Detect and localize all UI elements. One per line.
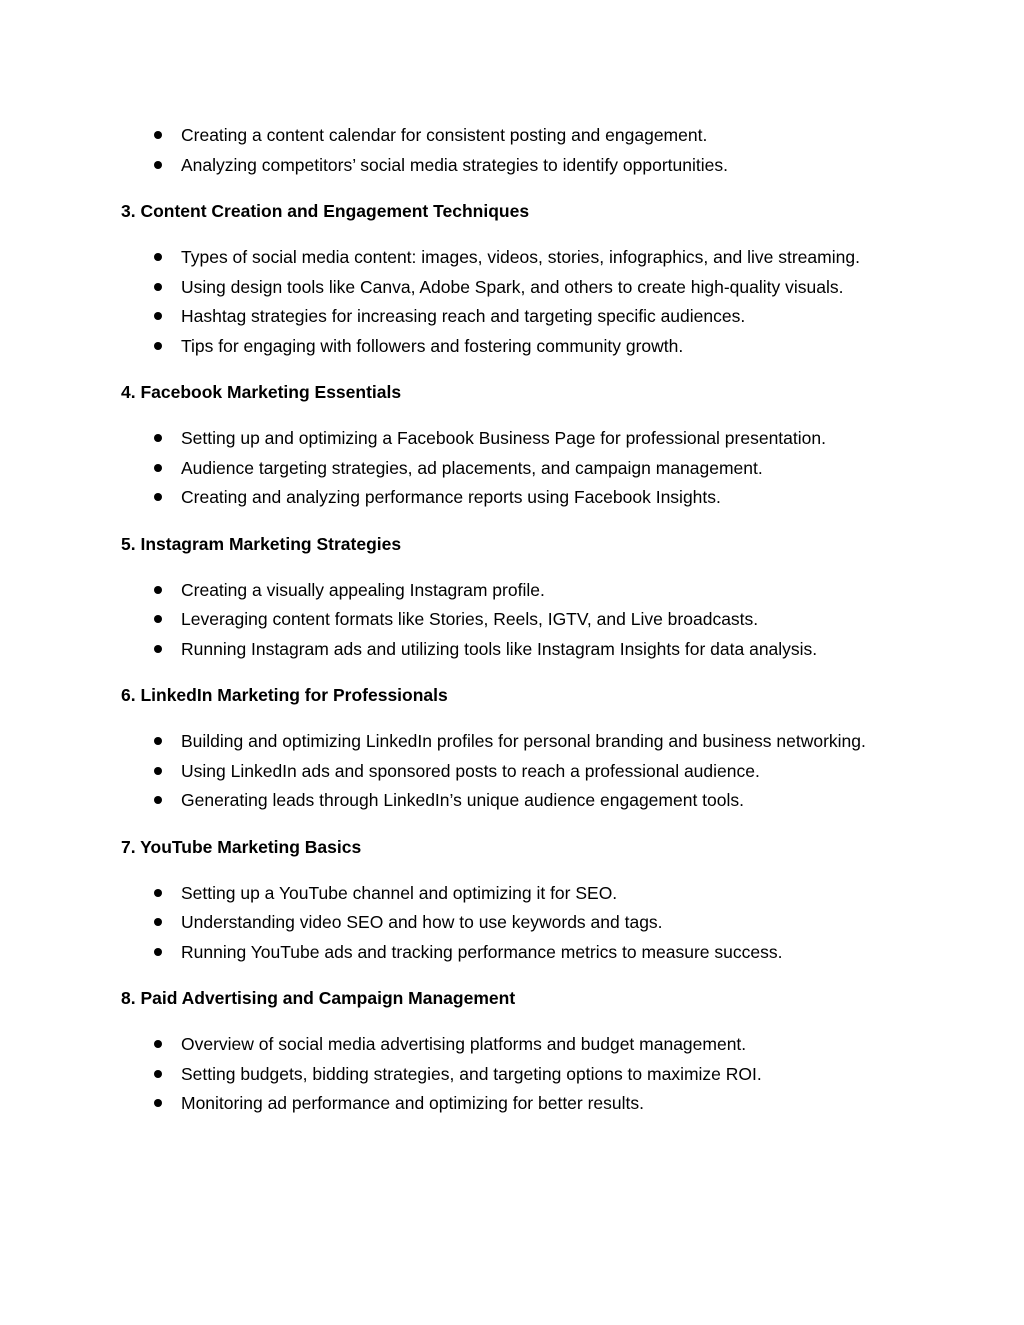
section-bullet-list <box>121 727 911 816</box>
section-heading: 7. YouTube Marketing Basics <box>121 836 362 857</box>
list-item <box>121 302 911 332</box>
section-bullet-list <box>121 1030 911 1119</box>
bullet-icon <box>154 948 162 956</box>
bullet-icon <box>154 342 162 350</box>
bullet-icon <box>154 1099 162 1107</box>
bullet-icon <box>154 161 162 169</box>
bullet-icon <box>154 312 162 320</box>
list-item <box>121 727 911 757</box>
section-heading: 4. Facebook Marketing Essentials <box>121 382 402 402</box>
list-item-text: Audience targeting strategies, ad placements, and campaign management. <box>181 457 763 478</box>
list-item-text: Building and optimizing LinkedIn profiles for personal branding and business networking. <box>181 731 866 751</box>
bullet-icon <box>154 253 162 261</box>
list-item <box>121 243 911 273</box>
bullet-icon <box>154 283 162 291</box>
list-item <box>121 1060 911 1090</box>
section-heading: 3. Content Creation and Engagement Techniques <box>121 201 530 221</box>
list-item-text: Setting budgets, bidding strategies, and targeting options to maximize ROI. <box>181 1063 762 1084</box>
list-item <box>121 576 911 606</box>
bullet-icon <box>154 586 162 594</box>
section-heading: 6. LinkedIn Marketing for Professionals <box>121 685 448 705</box>
list-item-text: Using design tools like Canva, Adobe Spark, and others to create high-quality visuals. <box>181 276 844 297</box>
list-item <box>121 786 911 816</box>
list-item <box>121 483 911 513</box>
list-item <box>121 635 911 665</box>
document-body <box>121 121 911 1119</box>
list-item-text: Setting up a YouTube channel and optimizing it for SEO. <box>181 882 618 903</box>
section-heading: 8. Paid Advertising and Campaign Management <box>121 988 516 1008</box>
list-item <box>121 757 911 787</box>
bullet-icon <box>154 1040 162 1048</box>
list-item <box>121 908 911 938</box>
bullet-icon <box>154 918 162 926</box>
list-item-text: Running YouTube ads and tracking performance metrics to measure success. <box>181 941 783 962</box>
list-item-text: Running Instagram ads and utilizing tools like Instagram Insights for data analysis. <box>181 638 818 659</box>
list-item-text: Creating and analyzing performance reports using Facebook Insights. <box>181 487 721 507</box>
list-item-text: Setting up and optimizing a Facebook Business Page for professional presentation. <box>181 428 826 448</box>
list-item-text: Overview of social media advertising platforms and budget management. <box>181 1034 747 1054</box>
section-bullet-list <box>121 576 911 665</box>
bullet-icon <box>154 767 162 775</box>
bullet-icon <box>154 464 162 472</box>
bullet-icon <box>154 645 162 653</box>
bullet-icon <box>154 796 162 804</box>
list-item <box>121 332 911 362</box>
list-item-text: Creating a content calendar for consistent posting and engagement. <box>181 125 708 145</box>
list-item <box>121 121 911 151</box>
list-item <box>121 879 911 909</box>
list-item-text: Leveraging content formats like Stories, Reels, IGTV, and Live broadcasts. <box>181 609 759 629</box>
list-item-text: Tips for engaging with followers and fostering community growth. <box>181 335 684 356</box>
list-item <box>121 605 911 635</box>
bullet-icon <box>154 737 162 745</box>
bullet-icon <box>154 434 162 442</box>
bullet-icon <box>154 493 162 501</box>
list-item <box>121 151 911 181</box>
list-item-text: Using LinkedIn ads and sponsored posts to reach a professional audience. <box>181 760 760 781</box>
bullet-icon <box>154 1070 162 1078</box>
list-item <box>121 1089 911 1119</box>
list-item <box>121 1030 911 1060</box>
section-bullet-list <box>121 879 911 968</box>
list-item-text: Analyzing competitors’ social media strategies to identify opportunities. <box>181 154 728 175</box>
list-item <box>121 424 911 454</box>
list-item <box>121 273 911 303</box>
list-item-text: Hashtag strategies for increasing reach and targeting specific audiences. <box>181 306 746 326</box>
section-bullet-list <box>121 424 911 513</box>
list-item-text: Monitoring ad performance and optimizing for better results. <box>181 1093 645 1113</box>
list-item <box>121 454 911 484</box>
list-item-text: Generating leads through LinkedIn’s unique audience engagement tools. <box>181 790 745 810</box>
list-item <box>121 938 911 968</box>
bullet-icon <box>154 889 162 897</box>
bullet-icon <box>154 615 162 623</box>
section-heading: 5. Instagram Marketing Strategies <box>121 533 402 554</box>
intro-bullet-list <box>121 121 911 180</box>
section-bullet-list <box>121 243 911 361</box>
list-item-text: Understanding video SEO and how to use keywords and tags. <box>181 912 663 932</box>
list-item-text: Types of social media content: images, videos, stories, infographics, and live streaming. <box>181 247 860 267</box>
list-item-text: Creating a visually appealing Instagram profile. <box>181 579 545 600</box>
bullet-icon <box>154 131 162 139</box>
